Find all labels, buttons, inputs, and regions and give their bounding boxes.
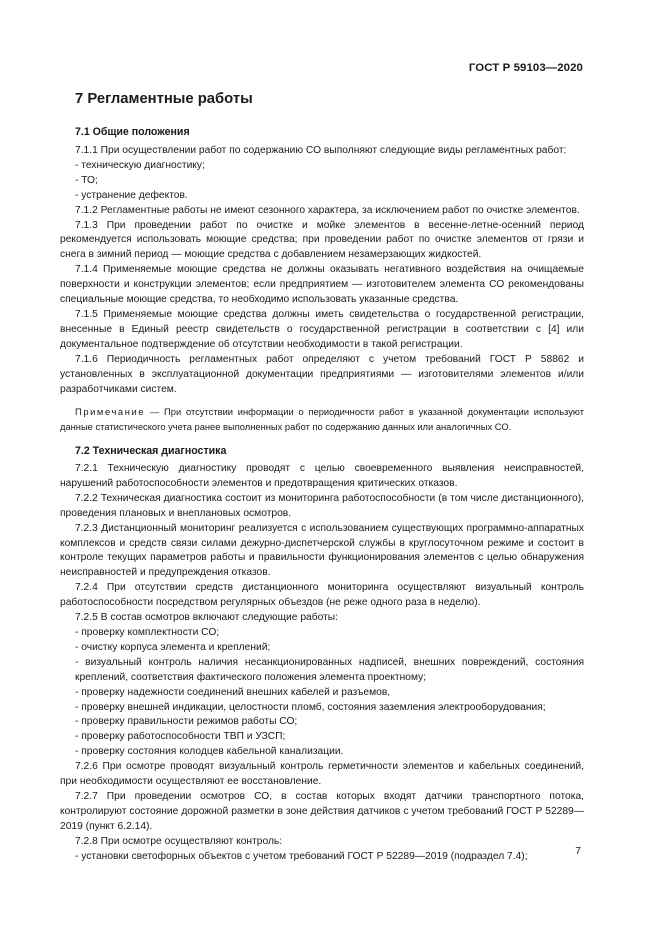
section-7-2-body bbox=[60, 462, 584, 864]
paragraph-7-1-6: 7.1.6 Периодичность регламентных работ определяют с учетом требований ГОСТ Р 58862 и установленных в эксплуатационной документации предприятиями — изготовителями элементов и/или разработчиками систем. bbox=[60, 353, 584, 395]
list-item: - проверку надежности соединений внешних кабелей и разъемов, bbox=[75, 686, 391, 698]
note-label: Примечание bbox=[75, 407, 146, 418]
list-item: - проверку правильности режимов работы СО; bbox=[75, 716, 298, 728]
paragraph-7-2-4: 7.2.4 При отсутствии средств дистанционного мониторинга осуществляют визуальный контроль работоспособности посредством регулярных объездов (не реже одного раза в неделю). bbox=[60, 582, 584, 609]
list-item: - установки светофорных объектов с учетом требований ГОСТ Р 52289—2019 (подраздел 7.4); bbox=[75, 850, 528, 862]
paragraph-7-1-1: 7.1.1 При осуществлении работ по содержанию СО выполняют следующие виды регламентных работ: bbox=[75, 145, 567, 156]
standard-number: ГОСТ Р 59103—2020 bbox=[468, 62, 583, 74]
paragraph-7-1-2: 7.1.2 Регламентные работы не имеют сезонного характера, за исключением работ по очистке элементов. bbox=[75, 204, 580, 216]
list-item: - очистку корпуса элемента и креплений; bbox=[75, 641, 271, 653]
paragraph-7-2-7: 7.2.7 При проведении осмотров СО, в состав которых входят датчики транспортного потока, контролируют состояние дорожной разметки в зоне действия датчиков с учетом требований ГОСТ Р 52289—2019 (пункт 6.2.14). bbox=[60, 790, 584, 832]
page-number: 7 bbox=[575, 846, 581, 857]
list-item: - ТО; bbox=[75, 174, 98, 186]
paragraph-7-2-6: 7.2.6 При осмотре проводят визуальный контроль герметичности элементов и кабельных соединений, при необходимости осуществляют ее восстановление. bbox=[60, 761, 584, 788]
section-7-1-body bbox=[60, 144, 584, 434]
list-item: - проверку состояния колодцев кабельной канализации. bbox=[75, 746, 344, 758]
list-item: - техническую диагностику; bbox=[75, 159, 205, 171]
paragraph-7-1-5: 7.1.5 Применяемые моющие средства должны иметь свидетельства о государственной регистрации, внесенные в Единый реестр свидетельств о государственной регистрации в соответствии с [4] или документальное подтверждение об отсутствии необходимости в такой регистрации. bbox=[60, 308, 584, 350]
note-text: — При отсутствии информации о периодичности работ в указанной документации используют данные статистического учета ранее выполненных работ по содержанию данных или аналогичных СО. bbox=[60, 407, 584, 432]
paragraph-7-2-5: 7.2.5 В состав осмотров включают следующие работы: bbox=[75, 612, 338, 624]
paragraph-7-2-2: 7.2.2 Техническая диагностика состоит из мониторинга работоспособности (в том числе дистанционного), проведения плановых и внеплановых осмотров. bbox=[60, 492, 584, 519]
paragraph-7-1-4: 7.1.4 Применяемые моющие средства не должны оказывать негативного воздействия на очищаемые поверхности и конструкции элементов; если предприятием — изготовителем элемента СО рекомендованы специальные моющие средства, то необходимо использовать указанные средства. bbox=[60, 264, 584, 306]
list-item: - проверку комплектности СО; bbox=[75, 626, 220, 638]
paragraph-7-2-8: 7.2.8 При осмотре осуществляют контроль: bbox=[75, 835, 283, 847]
list-item: - проверку внешней индикации, целостности пломб, состояния заземления электрооборудования; bbox=[75, 701, 546, 713]
subsection-title-7-2: 7.2 Техническая диагностика bbox=[75, 445, 227, 457]
section-title: 7 Регламентные работы bbox=[75, 91, 253, 107]
subsection-title-7-1: 7.1 Общие положения bbox=[75, 126, 190, 138]
list-item: - устранение дефектов. bbox=[75, 189, 188, 201]
paragraph-7-1-3: 7.1.3 При проведении работ по очистке и мойке элементов в весенне-летне-осенний период рекомендуется использовать моющие средства; при проведении работ по очистке элементов от грязи и снега в зимний период — моющие средства с добавлением незамерзающих жидкостей. bbox=[60, 219, 584, 261]
paragraph-7-2-3: 7.2.3 Дистанционный мониторинг реализуется с использованием существующих программно-аппаратных комплексов и средств связи силами дежурно-диспетчерской службы в круглосуточном режиме и состоит в контроле текущих параметров работы и правильности функционирования элементов с целью обнаружения неисправностей и предупреждения отказов. bbox=[60, 522, 584, 579]
list-item: - визуальный контроль наличия несанкционированных надписей, внешних повреждений, состояния креплений, соответствия фактического положения элемента проектному; bbox=[75, 656, 584, 683]
note bbox=[60, 405, 584, 433]
list-item: - проверку работоспособности ТВП и УЗСП; bbox=[75, 731, 286, 743]
paragraph-7-2-1: 7.2.1 Техническую диагностику проводят с целью своевременного выявления неисправностей, нарушений работоспособности элементов и предотвращения критических отказов. bbox=[60, 463, 584, 489]
